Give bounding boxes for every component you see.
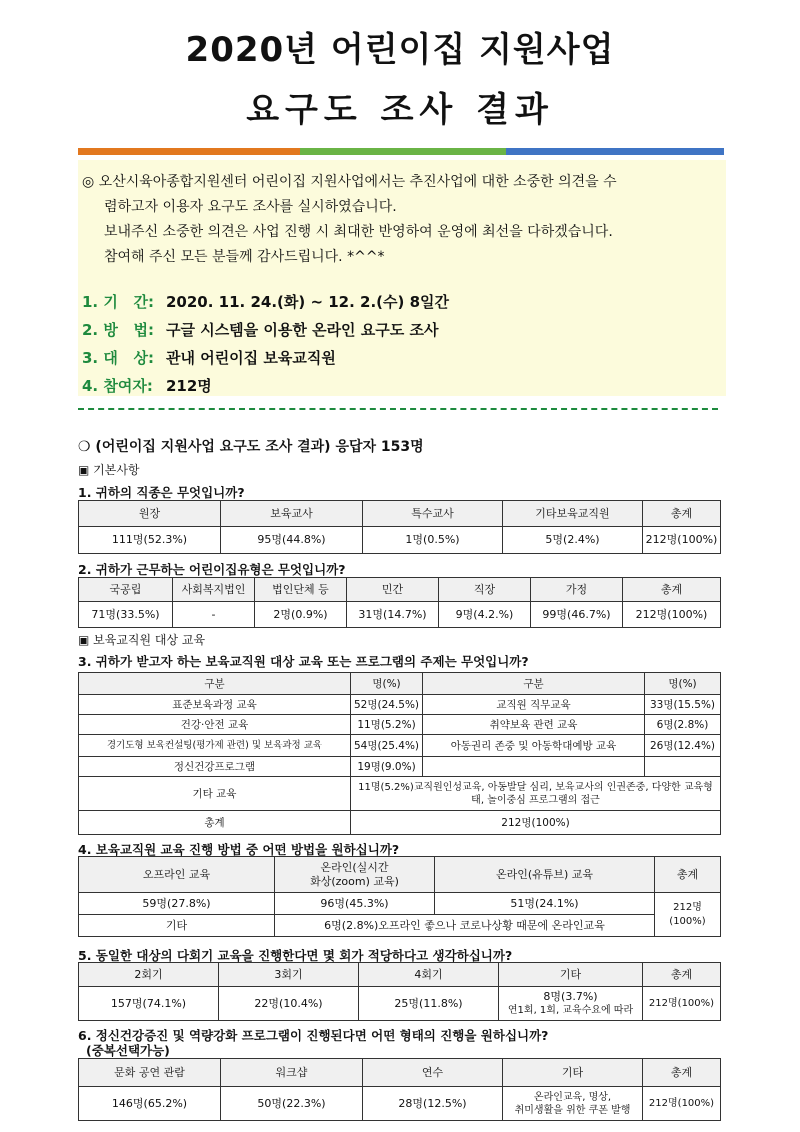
q1-table: [78, 500, 721, 554]
header-cell: 기타: [503, 1059, 643, 1087]
header-cell: 문화 공연 관람: [79, 1059, 221, 1087]
q5-table: [78, 962, 721, 1021]
table-cell: 111명(52.3%): [79, 527, 221, 554]
header-cell: 총계: [643, 1059, 721, 1087]
table-cell: 59명(27.8%): [79, 893, 275, 915]
header-cell: 총계: [643, 963, 721, 987]
header-cell: 연수: [363, 1059, 503, 1087]
q2-table: [78, 577, 721, 628]
table-cell: 212명(100%): [643, 527, 721, 554]
header-cell: 원장: [79, 501, 221, 527]
header-cell: 가정: [531, 578, 623, 602]
header-cell: 4회기: [359, 963, 499, 987]
table-cell: -: [173, 602, 255, 628]
table-cell: 52명(24.5%): [351, 695, 423, 715]
table-header-row: [79, 857, 721, 893]
overview-label: 1. 기 간:: [82, 293, 155, 311]
overview-target: [82, 344, 449, 372]
table-cell: 9명(4.2.%): [439, 602, 531, 628]
header-cell: 총계: [655, 857, 721, 893]
overview-value: 관내 어린이집 보육교직원: [166, 349, 336, 367]
cell-line: 취미생활을 위한 쿠폰 발행: [514, 1104, 631, 1116]
overview-value: 구글 시스템을 이용한 온라인 요구도 조사: [166, 321, 439, 339]
table-cell: [499, 987, 643, 1021]
intro-text: [82, 170, 722, 270]
table-row: [79, 757, 721, 777]
table-header-row: [79, 963, 721, 987]
q3-table: [78, 672, 721, 835]
header-cell: 법인단체 등: [255, 578, 347, 602]
header-cell: 워크샵: [221, 1059, 363, 1087]
table-cell: 99명(46.7%): [531, 602, 623, 628]
table-row: [79, 695, 721, 715]
table-cell: 54명(25.4%): [351, 735, 423, 757]
table-cell: 22명(10.4%): [219, 987, 359, 1021]
table-cell: 33명(15.5%): [645, 695, 721, 715]
table-cell: 2명(0.9%): [255, 602, 347, 628]
table-row: [79, 1087, 721, 1121]
question-6: 6. 정신건강증진 및 역량강화 프로그램이 진행된다면 어떤 형태의 진행을 원하십니까?: [78, 1028, 549, 1043]
basic-section-label: ▣ 기본사항: [78, 463, 140, 477]
header-cell: 구분: [423, 673, 645, 695]
table-cell: 212명(100%): [655, 893, 721, 937]
overview-label: 2. 방 법:: [82, 321, 155, 339]
table-row: [79, 811, 721, 835]
intro-line: 보내주신 소중한 의견은 사업 진행 시 최대한 반영하여 운영에 최선을 다하겠습니다.: [104, 224, 613, 240]
table-cell: 기타: [79, 915, 275, 937]
table-cell: 건강·안전 교육: [79, 715, 351, 735]
header-cell: 기타: [499, 963, 643, 987]
header-cell: 온라인(유튜브) 교육: [435, 857, 655, 893]
table-cell: 28명(12.5%): [363, 1087, 503, 1121]
table-cell: 96명(45.3%): [275, 893, 435, 915]
table-row: [79, 893, 721, 915]
table-row: [79, 602, 721, 628]
header-cell: 구분: [79, 673, 351, 695]
dashed-divider: [78, 408, 718, 410]
stripe-green: [300, 148, 506, 155]
header-cell: 명(%): [645, 673, 721, 695]
table-cell: 정신건강프로그램: [79, 757, 351, 777]
table-cell: 1명(0.5%): [363, 527, 503, 554]
table-cell: 교직원 직무교육: [423, 695, 645, 715]
header-cell: 보육교사: [221, 501, 363, 527]
cell-line: 온라인교육, 명상,: [533, 1091, 612, 1103]
header-cell: 민간: [347, 578, 439, 602]
intro-line: 참여해 주신 모든 분들께 감사드립니다. *^^*: [104, 249, 385, 265]
table-cell: 212명(100%): [643, 987, 721, 1021]
cell-line: 연1회, 1회, 교육수요에 따라: [507, 1004, 634, 1016]
table-row: [79, 915, 721, 937]
header-cell: 직장: [439, 578, 531, 602]
question-5: 5. 동일한 대상의 다회기 교육을 진행한다면 몇 회가 적당하다고 생각하십니까?: [78, 948, 513, 963]
table-row: [79, 987, 721, 1021]
cell-line: 8명(3.7%): [543, 989, 598, 1003]
header-cell: 특수교사: [363, 501, 503, 527]
q6-table: [78, 1058, 721, 1121]
header-cell: 국공립: [79, 578, 173, 602]
table-cell: 표준보육과정 교육: [79, 695, 351, 715]
table-cell: 212명(100%): [643, 1087, 721, 1121]
table-cell: 146명(65.2%): [79, 1087, 221, 1121]
table-cell: 아동권리 존중 및 아동학대예방 교육: [423, 735, 645, 757]
table-cell: 5명(2.4%): [503, 527, 643, 554]
header-cell: [275, 857, 435, 893]
header-cell: 명(%): [351, 673, 423, 695]
overview-value: 2020. 11. 24.(화) ~ 12. 2.(수) 8일간: [166, 293, 450, 311]
table-cell: 95명(44.8%): [221, 527, 363, 554]
overview-method: [82, 316, 449, 344]
table-row: [79, 715, 721, 735]
table-cell: 26명(12.4%): [645, 735, 721, 757]
page-title-line2: 요구도 조사 결과: [246, 90, 554, 130]
intro-line: 렴하고자 이용자 요구도 조사를 실시하였습니다.: [104, 199, 397, 215]
header-cell: 3회기: [219, 963, 359, 987]
overview-label: 3. 대 상:: [82, 349, 155, 367]
result-heading: ❍ (어린이집 지원사업 요구도 조사 결과) 응답자 153명: [78, 439, 424, 455]
table-cell: 취약보육 관련 교육: [423, 715, 645, 735]
table-cell: 기타 교육: [79, 777, 351, 811]
table-cell: 총계: [79, 811, 351, 835]
stripe-blue: [506, 148, 724, 155]
question-4: 4. 보육교직원 교육 진행 방법 중 어떤 방법을 원하십니까?: [78, 842, 400, 857]
header-cell: 사회복지법인: [173, 578, 255, 602]
table-cell: 6명(2.8%)오프라인 좋으나 코로나상황 때문에 온라인교육: [275, 915, 655, 937]
table-cell: [423, 757, 645, 777]
table-cell: 6명(2.8%): [645, 715, 721, 735]
header-cell: 총계: [623, 578, 721, 602]
overview-value: 212명: [166, 377, 212, 395]
table-cell: 51명(24.1%): [435, 893, 655, 915]
header-cell: 오프라인 교육: [79, 857, 275, 893]
table-cell: [503, 1087, 643, 1121]
table-header-row: [79, 578, 721, 602]
table-header-row: [79, 1059, 721, 1087]
table-header-row: [79, 501, 721, 527]
table-row: [79, 735, 721, 757]
survey-overview: [82, 288, 449, 400]
table-cell: 157명(74.1%): [79, 987, 219, 1021]
question-1: 1. 귀하의 직종은 무엇입니까?: [78, 485, 245, 500]
question-6-note: (중복선택가능): [86, 1043, 170, 1058]
table-cell: 경기도형 보육컨설팅(평가제 관련) 및 보육과정 교육: [79, 735, 351, 757]
header-line: 화상(zoom) 교육): [310, 874, 399, 888]
header-cell: 총계: [643, 501, 721, 527]
table-cell: 31명(14.7%): [347, 602, 439, 628]
stripe-orange: [78, 148, 300, 155]
table-cell: 50명(22.3%): [221, 1087, 363, 1121]
intro-line: ◎ 오산시육아종합지원센터 어린이집 지원사업에서는 추진사업에 대한 소중한 의견을 수: [82, 174, 617, 190]
header-cell: 기타보육교직원: [503, 501, 643, 527]
header-line: 온라인(실시간: [320, 860, 389, 874]
table-header-row: [79, 673, 721, 695]
question-2: 2. 귀하가 근무하는 어린이집유형은 무엇입니까?: [78, 562, 346, 577]
header-cell: 2회기: [79, 963, 219, 987]
table-cell: 212명(100%): [623, 602, 721, 628]
table-cell: 212명(100%): [351, 811, 721, 835]
question-3: 3. 귀하가 받고자 하는 보육교직원 대상 교육 또는 프로그램의 주제는 무엇입니까?: [78, 654, 529, 669]
overview-label: 4. 참여자:: [82, 377, 153, 395]
table-row: [79, 527, 721, 554]
table-cell: 19명(9.0%): [351, 757, 423, 777]
table-cell: 11명(5.2%): [351, 715, 423, 735]
education-section-label: ▣ 보육교직원 대상 교육: [78, 633, 206, 647]
table-cell: [645, 757, 721, 777]
table-cell: 11명(5.2%)교직원인성교육, 아동발달 심리, 보육교사의 인권존중, 다양한 교육형태, 놀이중심 프로그램의 접근: [351, 777, 721, 811]
page-title-line1: 2020년 어린이집 지원사업: [185, 30, 615, 70]
overview-period: [82, 288, 449, 316]
table-cell: 25명(11.8%): [359, 987, 499, 1021]
q4-table: [78, 856, 721, 937]
table-row: [79, 777, 721, 811]
table-cell: 71명(33.5%): [79, 602, 173, 628]
overview-participants: [82, 372, 449, 400]
